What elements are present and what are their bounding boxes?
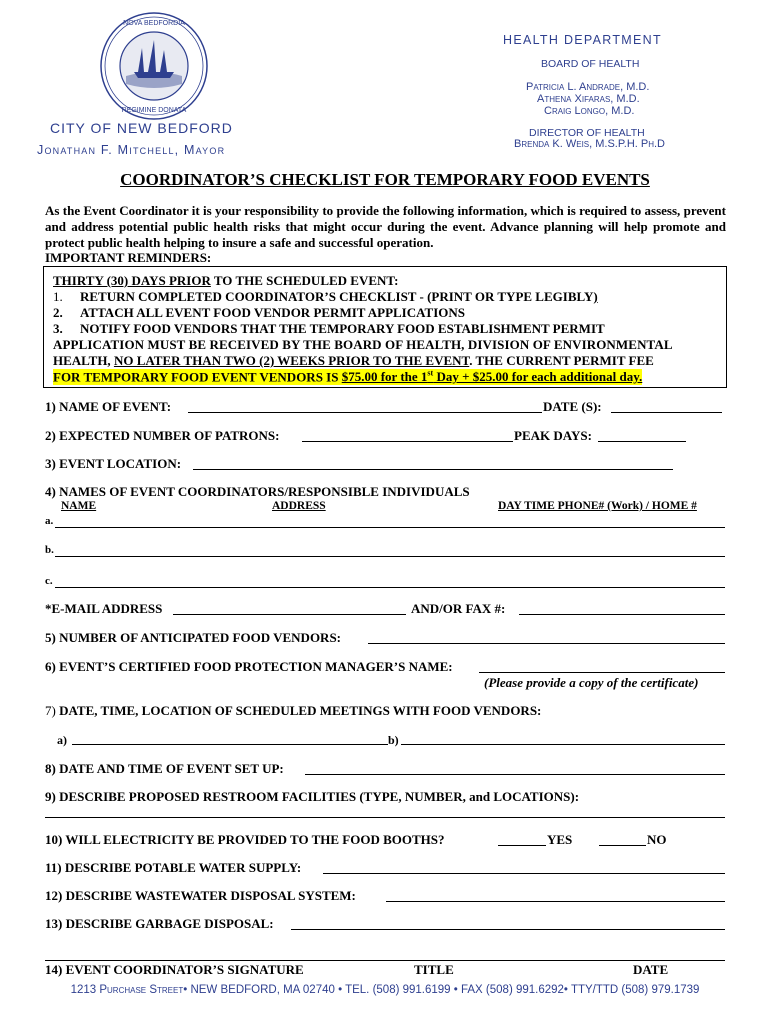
fee-additional: Day + $25.00 for each additional day. xyxy=(433,369,643,385)
meetings-label xyxy=(45,703,541,719)
reminder-text: NOTIFY FOOD VENDORS THAT THE TEMPORARY FOOD ESTABLISHMENT PERMIT xyxy=(80,321,605,336)
reminder-text: HEALTH, xyxy=(53,353,114,368)
item-number: 1. xyxy=(53,289,63,304)
reminder-item-2 xyxy=(53,305,465,321)
health-department: HEALTH DEPARTMENT xyxy=(503,33,662,47)
column-phone: DAY TIME PHONE# (Work) / HOME # xyxy=(498,500,697,512)
event-location-field[interactable] xyxy=(193,469,673,470)
reminder-deadline xyxy=(53,273,398,289)
meeting-b-field[interactable] xyxy=(401,744,725,745)
reminder-item-3 xyxy=(53,321,605,337)
fee-first-day: $75.00 for the 1 xyxy=(341,369,428,385)
mayor-name: Jonathan F. Mitchell, Mayor xyxy=(37,143,226,157)
email-field[interactable] xyxy=(173,614,406,615)
event-name-field[interactable] xyxy=(188,412,542,413)
coordinator-a-field[interactable] xyxy=(55,527,725,528)
fee-lead: FOR TEMPORARY FOOD EVENT VENDORS IS xyxy=(53,369,342,385)
patrons-field[interactable] xyxy=(302,441,513,442)
days-prior-rest: TO THE SCHEDULED EVENT: xyxy=(210,273,399,288)
svg-text:REGIMINE DONATA: REGIMINE DONATA xyxy=(121,107,187,114)
setup-field[interactable] xyxy=(305,774,725,775)
water-supply-field[interactable] xyxy=(323,873,725,874)
food-manager-field[interactable] xyxy=(479,672,725,673)
column-name: NAME xyxy=(61,500,97,512)
event-location-label: 3) EVENT LOCATION: xyxy=(45,456,182,471)
days-prior-text: THIRTY (30) DAYS PRIOR xyxy=(53,273,211,288)
column-address: ADDRESS xyxy=(272,500,326,512)
permit-fee-text xyxy=(53,369,642,385)
event-date-field[interactable] xyxy=(611,412,722,413)
email-label: *E-MAIL ADDRESS xyxy=(45,601,163,616)
reminder-close-paren: ) xyxy=(593,289,598,304)
coordinator-c-field[interactable] xyxy=(55,587,725,588)
reminder-item-1 xyxy=(53,289,598,305)
signature-label: 14) EVENT COORDINATOR’S SIGNATURE xyxy=(45,962,304,977)
event-name-label: 1) NAME OF EVENT: xyxy=(45,399,172,414)
electricity-yes-label: YES xyxy=(547,832,573,847)
meeting-a-field[interactable] xyxy=(72,744,388,745)
vendors-count-label: 5) NUMBER OF ANTICIPATED FOOD VENDORS: xyxy=(45,630,342,645)
water-supply-label: 11) DESCRIBE POTABLE WATER SUPPLY: xyxy=(45,860,302,875)
row-b-label: b. xyxy=(45,544,54,556)
city-seal xyxy=(98,10,210,122)
item-number: 2. xyxy=(53,305,63,320)
electricity-no-label: NO xyxy=(647,832,667,847)
question-number: 7) xyxy=(45,703,56,718)
fax-field[interactable] xyxy=(519,614,725,615)
wastewater-field[interactable] xyxy=(386,901,725,902)
garbage-field[interactable] xyxy=(291,929,725,930)
item-number: 3. xyxy=(53,321,63,336)
restrooms-field[interactable] xyxy=(45,817,725,818)
two-weeks-text: NO LATER THAN TWO (2) WEEKS PRIOR TO THE EVENT xyxy=(113,353,470,368)
electricity-label: 10) WILL ELECTRICITY BE PROVIDED TO THE FOOD BOOTHS? xyxy=(45,832,445,847)
meeting-a-label: a) xyxy=(57,733,67,747)
electricity-no-field[interactable] xyxy=(599,845,646,846)
board-member-3: Craig Longo, M.D. xyxy=(544,105,635,117)
electricity-yes-field[interactable] xyxy=(498,845,546,846)
fee-superscript: st xyxy=(427,369,434,378)
reminder-text: ATTACH ALL EVENT FOOD VENDOR PERMIT APPLICATIONS xyxy=(80,305,466,320)
peak-days-label: PEAK DAYS: xyxy=(514,428,592,443)
vendors-count-field[interactable] xyxy=(368,643,725,644)
signature-field[interactable] xyxy=(45,960,725,961)
wastewater-label: 12) DESCRIBE WASTEWATER DISPOSAL SYSTEM: xyxy=(45,888,356,903)
reminders-box xyxy=(43,266,727,388)
event-date-label: DATE (S): xyxy=(543,399,602,414)
director-name: Brenda K. Weis, M.S.P.H. Ph.D xyxy=(514,138,665,150)
patrons-label: 2) EXPECTED NUMBER OF PATRONS: xyxy=(45,428,280,443)
garbage-label: 13) DESCRIBE GARBAGE DISPOSAL: xyxy=(45,916,274,931)
reminder-item-3-deadline xyxy=(53,353,654,369)
board-member-2: Athena Xifaras, M.D. xyxy=(537,93,640,105)
coordinator-b-field[interactable] xyxy=(55,556,725,557)
certificate-note: (Please provide a copy of the certificate) xyxy=(484,675,699,690)
form-title: COORDINATOR’S CHECKLIST FOR TEMPORARY FOOD EVENTS xyxy=(120,170,650,189)
board-of-health: BOARD OF HEALTH xyxy=(541,58,640,70)
fax-label: AND/OR FAX #: xyxy=(411,601,506,616)
reminder-item-3-cont: APPLICATION MUST BE RECEIVED BY THE BOARD OF HEALTH, DIVISION OF ENVIRONMENTAL xyxy=(53,337,673,352)
title-label: TITLE xyxy=(414,962,454,977)
footer-contact: 1213 Purchase Street• NEW BEDFORD, MA 02740 • TEL. (508) 991.6199 • FAX (508) 991.6292• TTY/TTD (508) 979.1739 xyxy=(70,984,700,996)
reminder-text: RETURN COMPLETED COORDINATOR’S CHECKLIST - (PRINT OR TYPE LEGIBLY xyxy=(80,289,594,304)
peak-days-field[interactable] xyxy=(598,441,686,442)
board-member-1: Patricia L. Andrade, M.D. xyxy=(526,81,650,93)
director-title: DIRECTOR OF HEALTH xyxy=(529,127,645,139)
setup-label: 8) DATE AND TIME OF EVENT SET UP: xyxy=(45,761,284,776)
city-name: CITY OF NEW BEDFORD xyxy=(50,120,233,136)
coordinators-label: 4) NAMES OF EVENT COORDINATORS/RESPONSIBLE INDIVIDUALS xyxy=(45,484,470,499)
restrooms-label: 9) DESCRIBE PROPOSED RESTROOM FACILITIES (TYPE, NUMBER, and LOCATIONS): xyxy=(45,789,580,804)
question-text: DATE, TIME, LOCATION OF SCHEDULED MEETINGS WITH FOOD VENDORS: xyxy=(55,703,542,718)
svg-text:NOVA BEDFORDIA: NOVA BEDFORDIA xyxy=(123,20,185,27)
food-manager-label: 6) EVENT’S CERTIFIED FOOD PROTECTION MANAGER’S NAME: xyxy=(45,659,453,674)
fee-amount xyxy=(342,369,643,384)
date-label: DATE xyxy=(633,962,669,977)
row-c-label: c. xyxy=(45,575,53,587)
reminders-heading: IMPORTANT REMINDERS: xyxy=(45,250,212,265)
reminder-text: . THE CURRENT PERMIT FEE xyxy=(469,353,654,368)
row-a-label: a. xyxy=(45,515,54,527)
intro-paragraph: As the Event Coordinator it is your responsibility to provide the following information, which is required to assess, prevent and address potential public health risks that might occur during the event. Advance planning will help promote and protect public health helping to insure a safe and successful operation. xyxy=(45,203,726,250)
meeting-b-label: b) xyxy=(388,733,399,747)
